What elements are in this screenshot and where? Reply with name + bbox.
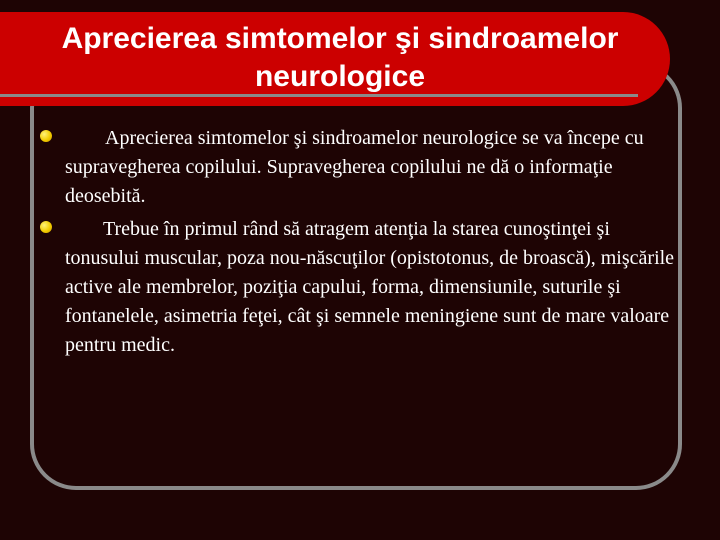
bullet-dot-icon	[40, 221, 52, 233]
bullet-item	[40, 215, 676, 360]
slide-title: Aprecierea simtomelor şi sindroamelor neurologice	[61, 22, 619, 93]
bullet-dot-icon	[40, 130, 52, 142]
bullet-text: Aprecierea simtomelor şi sindroamelor neurologice se va începe cu supravegherea copilului. Supravegherea copilului ne dă o informaţie deosebită.	[65, 127, 644, 207]
bullet-item	[40, 124, 676, 211]
bullet-text: Trebue în primul rând să atragem atenţia la starea cunoştinţei şi tonusului muscular, poza nou-născuţilor (opistotonus, de broască), mişcările active ale membrelor, poziţia capului, forma, dimensiunile, suturile şi fontanelele, asimetria feţei, cât şi semnele meningiene sunt de mare valoare pentru medic.	[65, 218, 675, 356]
bullet-list	[40, 124, 676, 364]
